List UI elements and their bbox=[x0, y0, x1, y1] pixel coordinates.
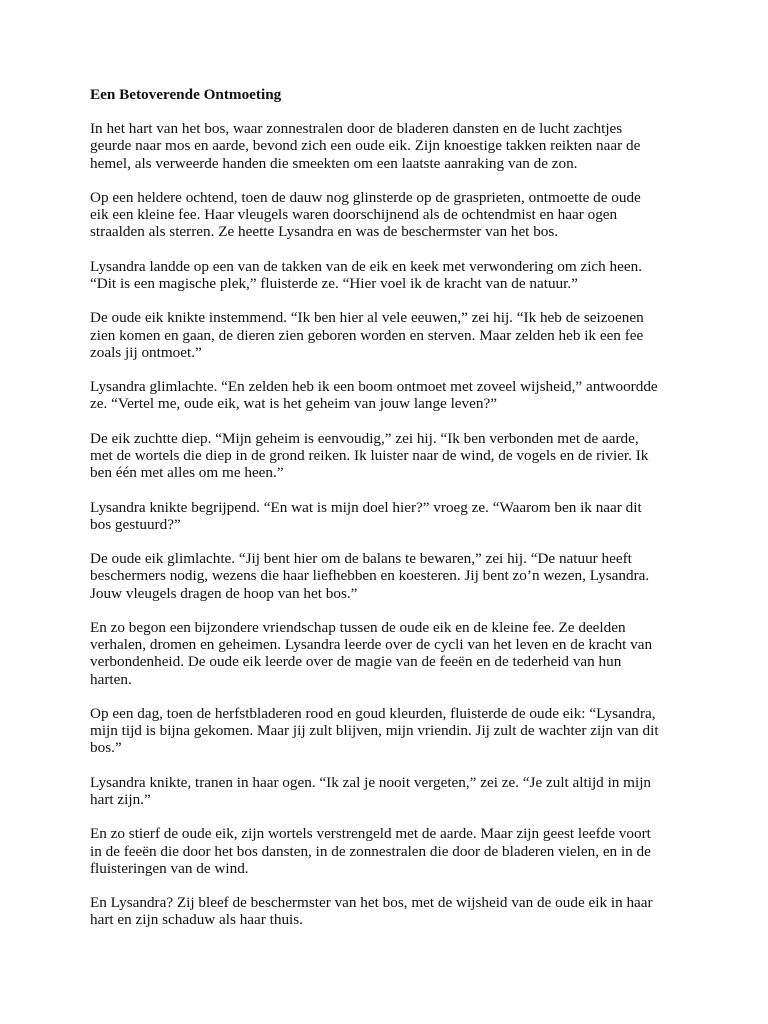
text-line: In het hart van het bos, waar zonnestralen door de bladeren dansten en de lucht zachtjes bbox=[90, 120, 623, 138]
text-line: ben één met alles om me heen.” bbox=[90, 464, 284, 482]
text-line: hart zijn.” bbox=[90, 790, 151, 808]
paragraph bbox=[90, 258, 684, 292]
paragraph bbox=[90, 705, 684, 757]
paragraph bbox=[90, 499, 684, 533]
text-line: En zo stierf de oude eik, zijn wortels verstrengeld met de aarde. Maar zijn geest leefde voort bbox=[90, 825, 651, 843]
paragraph bbox=[90, 430, 684, 482]
text-line: Lysandra glimlachte. “En zelden heb ik een boom ontmoet met zoveel wijsheid,” antwoordde bbox=[90, 378, 658, 396]
text-line: En zo begon een bijzondere vriendschap tussen de oude eik en de kleine fee. Ze deelden bbox=[90, 618, 626, 636]
document-body bbox=[90, 120, 684, 928]
text-line: hart en zijn schaduw als haar thuis. bbox=[90, 911, 303, 929]
text-line: De oude eik knikte instemmend. “Ik ben hier al vele eeuwen,” zei hij. “Ik heb de seizoenen bbox=[90, 309, 644, 327]
text-line: fluisteringen van de wind. bbox=[90, 859, 249, 877]
text-line: De oude eik glimlachte. “Jij bent hier om de balans te bewaren,” zei hij. “De natuur heeft bbox=[90, 550, 632, 568]
text-line: Jouw vleugels dragen de hoop van het bos.” bbox=[90, 584, 358, 602]
paragraph bbox=[90, 189, 684, 241]
paragraph bbox=[90, 120, 684, 172]
text-line: En Lysandra? Zij bleef de beschermster van het bos, met de wijsheid van de oude eik in haar bbox=[90, 894, 653, 912]
text-line: in de feeën die door het bos dansten, in de zonnestralen die door de bladeren vielen, en in de bbox=[90, 842, 651, 860]
text-line: mijn tijd is bijna gekomen. Maar jij zult blijven, mijn vriendin. Jij zult de wachter zijn van dit bbox=[90, 722, 659, 740]
text-line: beschermers nodig, wezens die haar liefhebben en koesteren. Jij bent zo’n wezen, Lysandra. bbox=[90, 567, 650, 585]
text-line: hemel, als verweerde handen die smeekten om een laatste aanraking van de zon. bbox=[90, 154, 578, 172]
text-line: Op een dag, toen de herfstbladeren rood en goud kleurden, fluisterde de oude eik: “Lysandra, bbox=[90, 704, 656, 722]
text-line: harten. bbox=[90, 670, 132, 688]
paragraph bbox=[90, 550, 684, 602]
paragraph bbox=[90, 619, 684, 688]
paragraph bbox=[90, 309, 684, 361]
paragraph bbox=[90, 825, 684, 877]
text-line: Lysandra landde op een van de takken van de eik en keek met verwondering om zich heen. bbox=[90, 257, 643, 275]
text-line: “Dit is een magische plek,” fluisterde ze. “Hier voel ik de kracht van de natuur.” bbox=[90, 275, 578, 292]
text-line: eik een kleine fee. Haar vleugels waren doorschijnend als de ochtendmist en haar ogen bbox=[90, 206, 618, 224]
text-line: verbondenheid. De oude eik leerde over de magie van de feeën en de tederheid van hun bbox=[90, 653, 622, 671]
text-line: zien komen en gaan, de dieren zien geboren worden en sterven. Maar zelden heb ik een fee bbox=[90, 326, 644, 344]
text-line: Lysandra knikte, tranen in haar ogen. “Ik zal je nooit vergeten,” zei ze. “Je zult altijd in mijn bbox=[90, 773, 652, 791]
document-title: Een Betoverende Ontmoeting bbox=[90, 86, 282, 103]
text-line: ze. “Vertel me, oude eik, wat is het geheim van jouw lange leven?” bbox=[90, 395, 497, 413]
text-line: verhalen, dromen en geheimen. Lysandra leerde over de cycli van het leven en de kracht van bbox=[90, 636, 653, 654]
text-line: met de wortels die diep in de grond reiken. Ik luister naar de wind, de vogels en de rivier. Ik bbox=[90, 446, 649, 464]
text-line: Lysandra knikte begrijpend. “En wat is mijn doel hier?” vroeg ze. “Waarom ben ik naar dit bbox=[90, 498, 642, 516]
document-page bbox=[90, 86, 684, 946]
text-line: bos gestuurd?” bbox=[90, 515, 181, 533]
text-line: geurde naar mos en aarde, bevond zich een oude eik. Zijn knoestige takken reikten naar de bbox=[90, 137, 641, 155]
paragraph bbox=[90, 774, 684, 808]
text-line: straalden als sterren. Ze heette Lysandra en was de beschermster van het bos. bbox=[90, 223, 559, 241]
text-line: bos.” bbox=[90, 739, 122, 757]
paragraph bbox=[90, 378, 684, 412]
text-line: Op een heldere ochtend, toen de dauw nog glinsterde op de grasprieten, ontmoette de oude bbox=[90, 189, 641, 206]
text-line: De eik zuchtte diep. “Mijn geheim is eenvoudig,” zei hij. “Ik ben verbonden met de aarde, bbox=[90, 429, 639, 447]
text-line: zoals jij ontmoet.” bbox=[90, 343, 202, 361]
paragraph bbox=[90, 894, 684, 928]
